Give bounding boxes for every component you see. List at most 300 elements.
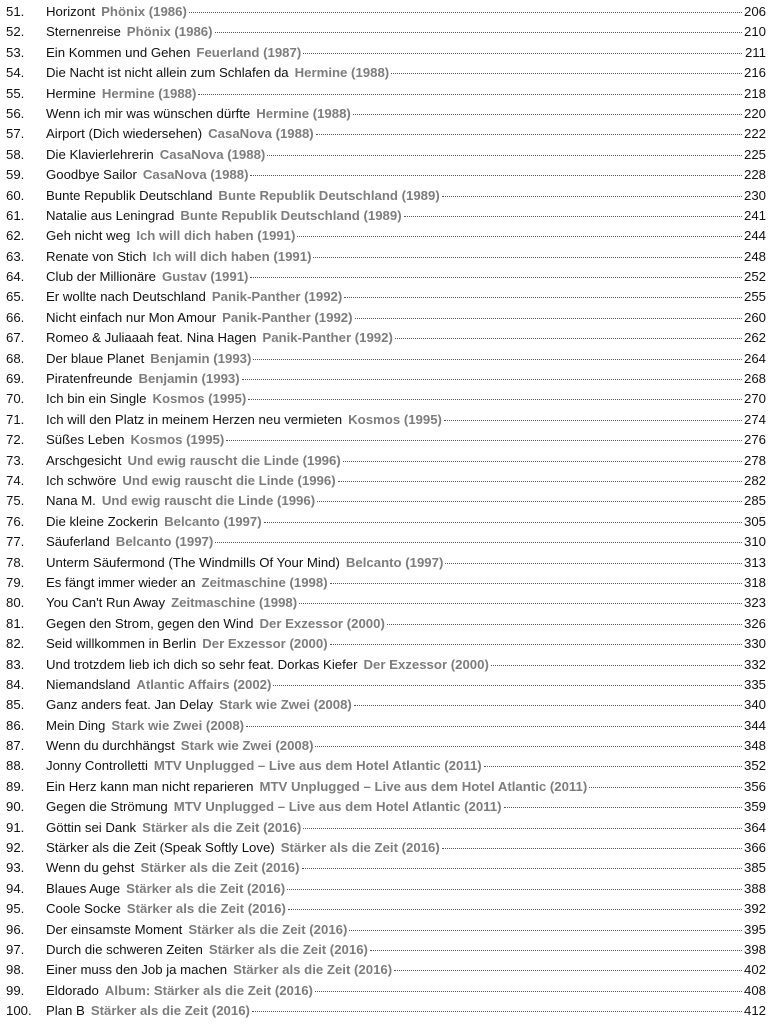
dot-leader xyxy=(349,930,742,931)
album-name: Benjamin (1993) xyxy=(150,350,252,366)
page-number: 248 xyxy=(743,248,766,264)
page-number: 359 xyxy=(743,799,766,815)
toc-entry[interactable] xyxy=(6,634,766,654)
song-title: Es fängt immer wieder an xyxy=(46,574,196,590)
album-name: Stärker als die Zeit (2016) xyxy=(188,921,348,937)
page-number: 340 xyxy=(743,697,766,713)
entry-number: 94. xyxy=(6,880,25,896)
page-number: 264 xyxy=(743,350,766,366)
song-title: Airport (Dich wiedersehen) xyxy=(46,126,203,142)
dot-leader xyxy=(404,216,742,217)
song-title: Einer muss den Job ja machen xyxy=(46,962,228,978)
song-title: Ich schwöre xyxy=(46,472,117,488)
entry-number: 67. xyxy=(6,330,25,346)
page-number: 241 xyxy=(743,207,766,223)
album-name: Der Exzessor (2000) xyxy=(202,636,328,652)
page-number: 244 xyxy=(743,228,766,244)
song-title: Club der Millionäre xyxy=(46,269,156,285)
entry-number: 69. xyxy=(6,371,25,387)
entry-number: 85. xyxy=(6,697,25,713)
toc-entry[interactable] xyxy=(6,777,766,797)
album-name: Der Exzessor (2000) xyxy=(259,615,385,631)
toc-entry[interactable] xyxy=(6,451,766,471)
toc-entry[interactable] xyxy=(6,124,766,144)
toc-entry[interactable] xyxy=(6,104,766,124)
page-number: 332 xyxy=(743,656,766,672)
song-title: Und trotzdem lieb ich dich so sehr feat. Dorkas Kiefer xyxy=(46,656,358,672)
entry-number: 53. xyxy=(6,44,25,60)
entry-number: 92. xyxy=(6,840,25,856)
entry-number: 74. xyxy=(6,472,25,488)
song-title: Hermine xyxy=(46,85,96,101)
toc-entry[interactable] xyxy=(6,573,766,593)
toc-entry[interactable] xyxy=(6,22,766,42)
album-name: Und ewig rauscht die Linde (1996) xyxy=(101,493,316,509)
dot-leader xyxy=(189,12,742,13)
page-number: 385 xyxy=(743,860,766,876)
dot-leader xyxy=(444,420,742,421)
dot-leader xyxy=(353,114,742,115)
toc-entry[interactable] xyxy=(6,920,766,940)
entry-number: 83. xyxy=(6,656,25,672)
dot-leader xyxy=(250,175,742,176)
song-title: Süßes Leben xyxy=(46,432,125,448)
toc-entry[interactable] xyxy=(6,328,766,348)
entry-number: 55. xyxy=(6,85,25,101)
entry-number: 54. xyxy=(6,65,25,81)
page-number: 364 xyxy=(743,819,766,835)
album-name: Bunte Republik Deutschland (1989) xyxy=(218,187,440,203)
toc-entry[interactable] xyxy=(6,287,766,307)
page-number: 278 xyxy=(743,452,766,468)
dot-leader xyxy=(315,746,742,747)
album-name: Stärker als die Zeit (2016) xyxy=(208,941,368,957)
album-name: Stärker als die Zeit (2016) xyxy=(126,880,286,896)
entry-number: 78. xyxy=(6,554,25,570)
dot-leader xyxy=(589,787,742,788)
page-number: 348 xyxy=(743,738,766,754)
dot-leader xyxy=(252,1011,742,1012)
toc-entry[interactable] xyxy=(6,879,766,899)
song-title: Die Klavierlehrerin xyxy=(46,146,154,162)
album-name: CasaNova (1988) xyxy=(142,167,249,183)
album-name: CasaNova (1988) xyxy=(159,146,266,162)
entry-number: 100. xyxy=(6,1003,32,1019)
page-number: 252 xyxy=(743,269,766,285)
entry-number: 51. xyxy=(6,4,25,19)
song-title: Horizont xyxy=(46,4,96,19)
song-title: Mein Ding xyxy=(46,717,106,733)
entry-number: 86. xyxy=(6,717,25,733)
entry-number: 89. xyxy=(6,778,25,794)
album-name: Stärker als die Zeit (2016) xyxy=(280,840,440,856)
toc-entry[interactable] xyxy=(6,695,766,715)
page-number: 323 xyxy=(743,595,766,611)
toc-entry[interactable] xyxy=(6,226,766,246)
song-title: Goodbye Sailor xyxy=(46,167,137,183)
song-title: Göttin sei Dank xyxy=(46,819,137,835)
song-title: Stärker als die Zeit (Speak Softly Love) xyxy=(46,840,275,856)
page-number: 388 xyxy=(743,880,766,896)
song-title: Eldorado xyxy=(46,982,99,998)
album-name: MTV Unplugged – Live aus dem Hotel Atlantic (2011) xyxy=(153,758,482,774)
dot-leader xyxy=(250,277,742,278)
album-name: Stärker als die Zeit (2016) xyxy=(140,860,300,876)
album-name: CasaNova (1988) xyxy=(208,126,314,142)
album-name: Stärker als die Zeit (2016) xyxy=(233,962,393,978)
album-name: Phönix (1986) xyxy=(126,24,213,40)
page-number: 210 xyxy=(743,24,766,40)
song-title: Blaues Auge xyxy=(46,880,121,896)
song-title: Ich will den Platz in meinem Herzen neu vermieten xyxy=(46,411,343,427)
toc-entry[interactable] xyxy=(6,797,766,817)
album-name: Belcanto (1997) xyxy=(164,513,262,529)
page-number: 330 xyxy=(743,636,766,652)
entry-number: 90. xyxy=(6,799,25,815)
toc-entry[interactable] xyxy=(6,2,766,22)
album-name: Und ewig rauscht die Linde (1996) xyxy=(127,452,341,468)
toc-entry[interactable] xyxy=(6,553,766,573)
album-name: Belcanto (1997) xyxy=(115,534,214,550)
table-of-contents xyxy=(6,2,766,1022)
album-name: Bunte Republik Deutschland (1989) xyxy=(180,207,402,223)
song-title: Ein Kommen und Gehen xyxy=(46,44,191,60)
dot-leader xyxy=(330,583,742,584)
dot-leader xyxy=(313,257,742,258)
entry-number: 81. xyxy=(6,615,25,631)
album-name: Ich will dich haben (1991) xyxy=(152,248,312,264)
page-number: 366 xyxy=(743,840,766,856)
page-number: 395 xyxy=(743,921,766,937)
toc-entry[interactable] xyxy=(6,736,766,756)
toc-entry[interactable] xyxy=(6,430,766,450)
entry-number: 98. xyxy=(6,962,25,978)
page-number: 211 xyxy=(744,44,766,60)
album-name: Phönix (1986) xyxy=(101,4,187,19)
dot-leader xyxy=(242,379,742,380)
song-title: Wenn du durchhängst xyxy=(46,738,175,754)
entry-number: 93. xyxy=(6,860,25,876)
dot-leader xyxy=(226,440,742,441)
dot-leader xyxy=(299,603,742,604)
dot-leader xyxy=(484,766,742,767)
song-title: Wenn du gehst xyxy=(46,860,135,876)
song-title: Die Nacht ist nicht allein zum Schlafen da xyxy=(46,65,289,81)
song-title: Nana M. xyxy=(46,493,96,509)
toc-entry[interactable] xyxy=(6,145,766,165)
toc-entry[interactable] xyxy=(6,206,766,226)
dot-leader xyxy=(491,665,742,666)
dot-leader xyxy=(215,32,742,33)
song-title: Bunte Republik Deutschland xyxy=(46,187,213,203)
album-name: Stark wie Zwei (2008) xyxy=(111,717,245,733)
toc-entry[interactable] xyxy=(6,308,766,328)
dot-leader xyxy=(387,624,742,625)
toc-entry[interactable] xyxy=(6,838,766,858)
toc-entry[interactable] xyxy=(6,410,766,430)
dot-leader xyxy=(370,950,742,951)
dot-leader xyxy=(355,318,742,319)
entry-number: 66. xyxy=(6,309,25,325)
song-title: Ganz anders feat. Jan Delay xyxy=(46,697,214,713)
dot-leader xyxy=(303,53,742,54)
song-title: Nicht einfach nur Mon Amour xyxy=(46,309,217,325)
album-name: MTV Unplugged – Live aus dem Hotel Atlantic (2011) xyxy=(259,778,588,794)
page-number: 262 xyxy=(743,330,766,346)
song-title: Gegen die Strömung xyxy=(46,799,168,815)
album-name: Kosmos (1995) xyxy=(152,391,247,407)
dot-leader xyxy=(343,461,742,462)
page-number: 305 xyxy=(743,513,766,529)
album-name: Panik-Panther (1992) xyxy=(222,309,353,325)
page-number: 318 xyxy=(743,574,766,590)
dot-leader xyxy=(316,134,742,135)
toc-entry[interactable] xyxy=(6,1001,766,1021)
entry-number: 73. xyxy=(6,452,25,468)
dot-leader xyxy=(338,481,742,482)
toc-entry[interactable] xyxy=(6,960,766,980)
dot-leader xyxy=(215,542,742,543)
entry-number: 79. xyxy=(6,574,25,590)
entry-number: 77. xyxy=(6,534,25,550)
page-number: 310 xyxy=(743,534,766,550)
song-title: Ein Herz kann man nicht reparieren xyxy=(46,778,254,794)
album-name: Ich will dich haben (1991) xyxy=(136,228,296,244)
toc-entry[interactable] xyxy=(6,614,766,634)
entry-number: 95. xyxy=(6,901,25,917)
page-number: 335 xyxy=(743,676,766,692)
song-title: Durch die schweren Zeiten xyxy=(46,941,203,957)
dot-leader xyxy=(504,807,742,808)
dot-leader xyxy=(330,644,742,645)
toc-entry[interactable] xyxy=(6,165,766,185)
page-number: 260 xyxy=(743,309,766,325)
dot-leader xyxy=(354,705,742,706)
album-name: Stark wie Zwei (2008) xyxy=(180,738,314,754)
album-name: Belcanto (1997) xyxy=(345,554,444,570)
song-title: Der einsamste Moment xyxy=(46,921,183,937)
entry-number: 82. xyxy=(6,636,25,652)
entry-number: 59. xyxy=(6,167,25,183)
entry-number: 52. xyxy=(6,24,25,40)
entry-number: 62. xyxy=(6,228,25,244)
album-name: Hermine (1988) xyxy=(256,105,351,121)
album-name: MTV Unplugged – Live aus dem Hotel Atlantic (2011) xyxy=(173,799,502,815)
dot-leader xyxy=(317,501,742,502)
toc-entry[interactable] xyxy=(6,818,766,838)
song-title: Wenn ich mir was wünschen dürfte xyxy=(46,105,251,121)
entry-number: 70. xyxy=(6,391,25,407)
song-title: Plan B xyxy=(46,1003,85,1019)
page-number: 402 xyxy=(743,962,766,978)
dot-leader xyxy=(391,73,742,74)
album-name: Der Exzessor (2000) xyxy=(363,656,489,672)
song-title: Arschgesicht xyxy=(46,452,122,468)
dot-leader xyxy=(264,522,742,523)
song-title: Unterm Säufermond (The Windmills Of Your Mind) xyxy=(46,554,340,570)
page-number: 408 xyxy=(743,982,766,998)
dot-leader xyxy=(302,868,742,869)
entry-number: 99. xyxy=(6,982,25,998)
song-title: Renate von Stich xyxy=(46,248,147,264)
toc-entry[interactable] xyxy=(6,716,766,736)
page-number: 276 xyxy=(743,432,766,448)
dot-leader xyxy=(248,399,742,400)
toc-entry[interactable] xyxy=(6,655,766,675)
entry-number: 76. xyxy=(6,513,25,529)
song-title: Der blaue Planet xyxy=(46,350,145,366)
page-number: 282 xyxy=(743,472,766,488)
album-name: Kosmos (1995) xyxy=(348,411,442,427)
entry-number: 64. xyxy=(6,269,25,285)
song-title: Die kleine Zockerin xyxy=(46,513,159,529)
page-number: 222 xyxy=(743,126,766,142)
song-title: Romeo & Juliaaah feat. Nina Hagen xyxy=(46,330,257,346)
toc-entry[interactable] xyxy=(6,369,766,389)
toc-entry[interactable] xyxy=(6,349,766,369)
dot-leader xyxy=(445,563,742,564)
page-number: 206 xyxy=(743,4,766,19)
page-number: 255 xyxy=(743,289,766,305)
album-name: Stark wie Zwei (2008) xyxy=(219,697,352,713)
page-number: 270 xyxy=(743,391,766,407)
song-title: You Can't Run Away xyxy=(46,595,166,611)
page-number: 313 xyxy=(743,554,766,570)
song-title: Niemandsland xyxy=(46,676,131,692)
entry-number: 56. xyxy=(6,105,25,121)
song-title: Gegen den Strom, gegen den Wind xyxy=(46,615,254,631)
song-title: Sternenreise xyxy=(46,24,121,40)
toc-entry[interactable] xyxy=(6,593,766,613)
entry-number: 87. xyxy=(6,738,25,754)
entry-number: 75. xyxy=(6,493,25,509)
toc-entry[interactable] xyxy=(6,247,766,267)
dot-leader xyxy=(297,236,742,237)
dot-leader xyxy=(253,359,742,360)
toc-entry[interactable] xyxy=(6,981,766,1001)
entry-number: 84. xyxy=(6,676,25,692)
entry-number: 96. xyxy=(6,921,25,937)
album-name: Zeitmaschine (1998) xyxy=(201,574,328,590)
dot-leader xyxy=(288,909,742,910)
entry-number: 71. xyxy=(6,411,25,427)
album-name: Panik-Panther (1992) xyxy=(262,330,393,346)
song-title: Säuferland xyxy=(46,534,110,550)
toc-entry[interactable] xyxy=(6,84,766,104)
toc-entry[interactable] xyxy=(6,389,766,409)
dot-leader xyxy=(303,828,742,829)
dot-leader xyxy=(267,155,742,156)
album-name: Stärker als die Zeit (2016) xyxy=(90,1003,250,1019)
entry-number: 80. xyxy=(6,595,25,611)
dot-leader xyxy=(273,685,742,686)
page-number: 356 xyxy=(743,778,766,794)
toc-entry[interactable] xyxy=(6,940,766,960)
entry-number: 97. xyxy=(6,941,25,957)
album-name: Kosmos (1995) xyxy=(130,432,225,448)
dot-leader xyxy=(394,970,742,971)
toc-entry[interactable] xyxy=(6,756,766,776)
toc-entry[interactable] xyxy=(6,491,766,511)
toc-entry[interactable] xyxy=(6,471,766,491)
page-number: 392 xyxy=(743,901,766,917)
toc-entry[interactable] xyxy=(6,899,766,919)
song-title: Er wollte nach Deutschland xyxy=(46,289,206,305)
dot-leader xyxy=(395,338,742,339)
entry-number: 63. xyxy=(6,248,25,264)
entry-number: 60. xyxy=(6,187,25,203)
toc-entry[interactable] xyxy=(6,43,766,63)
album-name: Atlantic Affairs (2002) xyxy=(136,676,272,692)
page-number: 216 xyxy=(743,65,766,81)
song-title: Coole Socke xyxy=(46,901,121,917)
entry-number: 91. xyxy=(6,819,25,835)
song-title: Ich bin ein Single xyxy=(46,391,147,407)
entry-number: 58. xyxy=(6,146,25,162)
album-name: Und ewig rauscht die Linde (1996) xyxy=(122,472,336,488)
toc-entry[interactable] xyxy=(6,63,766,83)
entry-number: 61. xyxy=(6,207,25,223)
album-name: Feuerland (1987) xyxy=(196,44,302,60)
entry-number: 88. xyxy=(6,758,25,774)
page-number: 218 xyxy=(743,85,766,101)
page-number: 285 xyxy=(743,493,766,509)
entry-number: 72. xyxy=(6,432,25,448)
dot-leader xyxy=(344,297,742,298)
album-name: Stärker als die Zeit (2016) xyxy=(142,819,302,835)
toc-entry[interactable] xyxy=(6,186,766,206)
song-title: Natalie aus Leningrad xyxy=(46,207,175,223)
page-number: 225 xyxy=(743,146,766,162)
album-name: Stärker als die Zeit (2016) xyxy=(126,901,286,917)
page-number: 220 xyxy=(743,105,766,121)
toc-entry[interactable] xyxy=(6,512,766,532)
album-name: Panik-Panther (1992) xyxy=(211,289,343,305)
toc-entry[interactable] xyxy=(6,858,766,878)
song-title: Piratenfreunde xyxy=(46,371,133,387)
entry-number: 65. xyxy=(6,289,25,305)
dot-leader xyxy=(198,94,742,95)
toc-entry[interactable] xyxy=(6,675,766,695)
album-name: Zeitmaschine (1998) xyxy=(171,595,298,611)
song-title: Jonny Controlletti xyxy=(46,758,148,774)
song-title: Geh nicht weg xyxy=(46,228,131,244)
page-number: 274 xyxy=(743,411,766,427)
dot-leader xyxy=(442,196,742,197)
entry-number: 68. xyxy=(6,350,25,366)
album-name: Benjamin (1993) xyxy=(138,371,240,387)
toc-entry[interactable] xyxy=(6,267,766,287)
page-number: 352 xyxy=(743,758,766,774)
album-name: Gustav (1991) xyxy=(161,269,249,285)
entry-number: 57. xyxy=(6,126,25,142)
dot-leader xyxy=(246,726,742,727)
song-title: Seid willkommen in Berlin xyxy=(46,636,197,652)
page-number: 230 xyxy=(743,187,766,203)
dot-leader xyxy=(315,991,742,992)
toc-entry[interactable] xyxy=(6,532,766,552)
page-number: 398 xyxy=(743,941,766,957)
page-number: 412 xyxy=(743,1003,766,1019)
dot-leader xyxy=(287,889,742,890)
dot-leader xyxy=(442,848,742,849)
album-name: Hermine (1988) xyxy=(101,85,197,101)
page-number: 344 xyxy=(743,717,766,733)
album-name: Album: Stärker als die Zeit (2016) xyxy=(104,982,313,998)
page-number: 228 xyxy=(743,167,766,183)
page-number: 326 xyxy=(743,615,766,631)
page-number: 268 xyxy=(743,371,766,387)
